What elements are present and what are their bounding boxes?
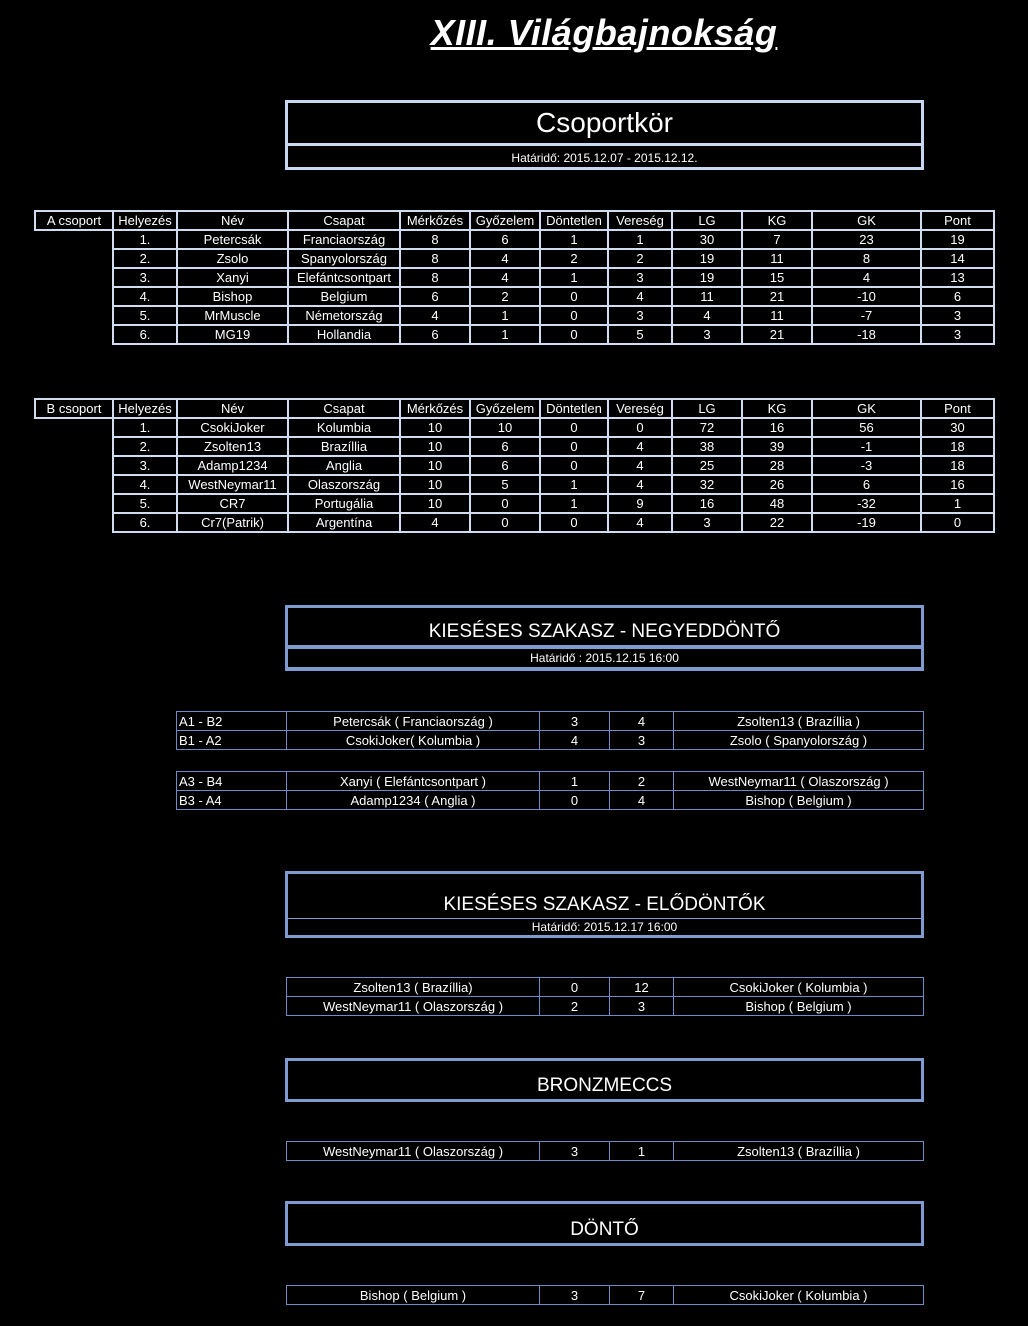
table-cell: 4 [400,306,470,325]
table-cell: Brazíllia [288,437,400,456]
table-cell: CsokiJoker [177,418,288,437]
table-cell: WestNeymar11 [177,475,288,494]
match-cell: 4 [540,731,610,750]
empty-cell [35,230,113,249]
table-cell: 0 [470,513,540,532]
table-cell: 5 [470,475,540,494]
column-header: KG [742,399,812,418]
table-cell: 4 [608,513,672,532]
table-cell: 25 [672,456,742,475]
page-title: XIII. Világbajnokság [430,12,778,53]
table-cell: 4 [470,249,540,268]
empty-cell [35,325,113,344]
table-cell: 48 [742,494,812,513]
table-cell: 13 [921,268,994,287]
column-header: LG [672,399,742,418]
empty-cell [35,268,113,287]
table-cell: 5. [113,494,177,513]
table-cell: 6 [400,287,470,306]
match-cell: 1 [540,772,610,791]
match-row [177,731,924,750]
table-cell: 1 [540,230,608,249]
table-cell: 4 [608,437,672,456]
empty-cell [35,513,113,532]
table-cell: 30 [921,418,994,437]
table-cell: 1. [113,418,177,437]
match-cell: 3 [540,1286,610,1305]
table-cell: 18 [921,456,994,475]
match-cell: Bishop ( Belgium ) [674,791,924,810]
table-cell: -18 [812,325,921,344]
table-cell: MG19 [177,325,288,344]
table-cell: Bishop [177,287,288,306]
match-cell: 3 [540,1142,610,1161]
match-cell: Xanyi ( Elefántcsontpart ) [287,772,540,791]
column-header: Vereség [608,399,672,418]
column-header: Név [177,211,288,230]
column-header: Mérkőzés [400,211,470,230]
table-cell: 4. [113,475,177,494]
semifinal-title: KIESÉSES SZAKASZ - ELŐDÖNTŐK [443,894,766,915]
match-cell: WestNeymar11 ( Olaszország ) [287,997,540,1016]
table-cell: -3 [812,456,921,475]
table-cell: 3 [672,513,742,532]
table-cell: 22 [742,513,812,532]
table-cell: CR7 [177,494,288,513]
table-cell: 6 [400,325,470,344]
table-row [35,456,994,475]
table-cell: 0 [540,513,608,532]
match-cell: Zsolo ( Spanyolország ) [674,731,924,750]
match-cell: A1 - B2 [177,712,287,731]
column-header: Csapat [288,211,400,230]
match-row [287,997,924,1016]
table-cell: 21 [742,325,812,344]
table-cell: 8 [400,230,470,249]
match-cell: 1 [610,1142,674,1161]
table-cell: 4 [470,268,540,287]
table-cell: 10 [470,418,540,437]
group-label: A csoport [35,211,113,230]
table-cell: -19 [812,513,921,532]
match-cell: CsokiJoker ( Kolumbia ) [674,1286,924,1305]
column-header: LG [672,211,742,230]
column-header: Döntetlen [540,399,608,418]
match-cell: 3 [610,731,674,750]
match-cell: B1 - A2 [177,731,287,750]
table-cell: 8 [400,268,470,287]
empty-cell [35,456,113,475]
table-cell: 28 [742,456,812,475]
table-cell: 1 [470,306,540,325]
empty-cell [35,418,113,437]
table-cell: 1. [113,230,177,249]
column-header: Pont [921,211,994,230]
table-row [35,268,994,287]
table-cell: 1 [608,230,672,249]
match-cell: CsokiJoker ( Kolumbia ) [674,978,924,997]
column-header: Helyezés [113,211,177,230]
empty-cell [35,287,113,306]
empty-cell [35,437,113,456]
table-cell: Franciaország [288,230,400,249]
table-cell: 10 [400,418,470,437]
table-cell: -10 [812,287,921,306]
table-cell: Portugália [288,494,400,513]
table-cell: 10 [400,475,470,494]
column-header: Pont [921,399,994,418]
table-cell: 26 [742,475,812,494]
group-stage-deadline: Határidő: 2015.12.07 - 2015.12.12. [511,151,698,165]
table-cell: 8 [812,249,921,268]
table-cell: 21 [742,287,812,306]
match-cell: Petercsák ( Franciaország ) [287,712,540,731]
table-cell: 0 [540,287,608,306]
table-cell: 3 [921,325,994,344]
table-cell: Xanyi [177,268,288,287]
table-cell: 2. [113,249,177,268]
match-cell: 7 [610,1286,674,1305]
match-cell: 0 [540,978,610,997]
table-cell: 0 [540,456,608,475]
table-cell: Spanyolország [288,249,400,268]
table-row [35,325,994,344]
table-header-row [35,211,994,230]
match-cell: 4 [610,712,674,731]
table-cell: 0 [921,513,994,532]
table-cell: 23 [812,230,921,249]
table-cell: 15 [742,268,812,287]
match-row [287,1142,924,1161]
table-cell: 1 [540,475,608,494]
table-cell: 19 [921,230,994,249]
final-header [285,1201,924,1246]
semifinal-header [285,871,924,938]
match-row [287,978,924,997]
column-header: Győzelem [470,399,540,418]
match-cell: WestNeymar11 ( Olaszország ) [287,1142,540,1161]
match-row [177,712,924,731]
group-b-table [34,398,995,533]
match-cell: 12 [610,978,674,997]
table-cell: Elefántcsontpart [288,268,400,287]
table-cell: Argentína [288,513,400,532]
quarterfinal-matches-1 [176,711,924,750]
table-cell: 7 [742,230,812,249]
table-cell: 3 [608,306,672,325]
group-label: B csoport [35,399,113,418]
group-stage-header [285,100,924,170]
table-cell: 6 [470,437,540,456]
quarterfinal-header [285,605,924,671]
table-cell: 10 [400,494,470,513]
table-row [35,287,994,306]
bronze-header [285,1058,924,1102]
match-cell: 4 [610,791,674,810]
empty-cell [35,306,113,325]
column-header: Győzelem [470,211,540,230]
column-header: Vereség [608,211,672,230]
table-row [35,513,994,532]
column-header: Helyezés [113,399,177,418]
table-cell: 10 [400,437,470,456]
table-cell: 6. [113,325,177,344]
table-cell: 4 [608,456,672,475]
empty-cell [35,494,113,513]
table-cell: 3 [672,325,742,344]
table-cell: 1 [540,268,608,287]
table-cell: 14 [921,249,994,268]
table-row [35,306,994,325]
table-cell: 16 [672,494,742,513]
bronze-title: BRONZMECCS [536,1075,673,1096]
group-stage-title: Csoportkör [288,103,921,146]
table-cell: 1 [540,494,608,513]
table-cell: 56 [812,418,921,437]
match-cell: 3 [540,712,610,731]
table-cell: 0 [540,437,608,456]
table-cell: 39 [742,437,812,456]
table-cell: 4. [113,287,177,306]
table-cell: 1 [921,494,994,513]
table-cell: Hollandia [288,325,400,344]
quarterfinal-deadline: Határidő : 2015.12.15 16:00 [286,648,923,668]
table-cell: Olaszország [288,475,400,494]
match-row [287,1286,924,1305]
match-cell: A3 - B4 [177,772,287,791]
match-cell: CsokiJoker( Kolumbia ) [287,731,540,750]
table-cell: 1 [470,325,540,344]
match-row [177,791,924,810]
table-cell: -1 [812,437,921,456]
table-cell: 4 [608,287,672,306]
table-row [35,418,994,437]
match-cell: 0 [540,791,610,810]
table-cell: 0 [540,325,608,344]
table-cell: 11 [742,306,812,325]
table-cell: 0 [470,494,540,513]
table-cell: 32 [672,475,742,494]
table-cell: Petercsák [177,230,288,249]
match-cell: Zsolten13 ( Brazíllia ) [674,1142,924,1161]
table-cell: Cr7(Patrik) [177,513,288,532]
table-cell: 16 [742,418,812,437]
table-cell: 3 [608,268,672,287]
column-header: KG [742,211,812,230]
table-cell: Zsolten13 [177,437,288,456]
semifinal-deadline: Határidő: 2015.12.17 16:00 [288,918,921,935]
table-cell: 6. [113,513,177,532]
table-cell: 38 [672,437,742,456]
match-cell: Bishop ( Belgium ) [674,997,924,1016]
table-cell: 4 [672,306,742,325]
empty-cell [35,249,113,268]
table-cell: 6 [812,475,921,494]
table-cell: Zsolo [177,249,288,268]
column-header: Mérkőzés [400,399,470,418]
table-cell: 19 [672,249,742,268]
table-cell: 72 [672,418,742,437]
column-header: GK [812,399,921,418]
match-row [177,772,924,791]
match-cell: B3 - A4 [177,791,287,810]
table-header-row [35,399,994,418]
table-cell: 5. [113,306,177,325]
table-cell: 9 [608,494,672,513]
table-cell: 11 [742,249,812,268]
table-cell: 18 [921,437,994,456]
column-header: Döntetlen [540,211,608,230]
table-row [35,494,994,513]
table-cell: MrMuscle [177,306,288,325]
match-cell: 3 [610,997,674,1016]
table-cell: 6 [470,230,540,249]
table-cell: 2 [608,249,672,268]
match-cell: Zsolten13 ( Brazíllia ) [674,712,924,731]
table-cell: 2 [470,287,540,306]
table-cell: 3 [921,306,994,325]
match-cell: 2 [540,997,610,1016]
table-cell: Anglia [288,456,400,475]
table-cell: 4 [812,268,921,287]
table-cell: 4 [400,513,470,532]
bronze-matches [286,1141,924,1161]
table-cell: 3. [113,456,177,475]
table-cell: Németország [288,306,400,325]
final-matches [286,1285,924,1305]
table-cell: 19 [672,268,742,287]
table-row [35,249,994,268]
table-cell: 6 [470,456,540,475]
table-cell: 5 [608,325,672,344]
final-title: DÖNTŐ [570,1219,639,1240]
group-a-table [34,210,995,345]
table-cell: 6 [921,287,994,306]
table-cell: -7 [812,306,921,325]
table-cell: Adamp1234 [177,456,288,475]
table-cell: 30 [672,230,742,249]
match-cell: WestNeymar11 ( Olaszország ) [674,772,924,791]
quarterfinal-matches-2 [176,771,924,810]
semifinal-matches [286,977,924,1016]
table-cell: -32 [812,494,921,513]
match-cell: 2 [610,772,674,791]
table-row [35,230,994,249]
table-cell: 2 [540,249,608,268]
match-cell: Zsolten13 ( Brazíllia) [287,978,540,997]
column-header: GK [812,211,921,230]
table-cell: 10 [400,456,470,475]
table-cell: 4 [608,475,672,494]
table-cell: 11 [672,287,742,306]
table-cell: 16 [921,475,994,494]
table-cell: 0 [540,306,608,325]
table-cell: Kolumbia [288,418,400,437]
table-cell: 8 [400,249,470,268]
match-cell: Adamp1234 ( Anglia ) [287,791,540,810]
table-cell: Belgium [288,287,400,306]
match-cell: Bishop ( Belgium ) [287,1286,540,1305]
table-cell: 2. [113,437,177,456]
table-row [35,475,994,494]
column-header: Csapat [288,399,400,418]
table-row [35,437,994,456]
table-cell: 3. [113,268,177,287]
empty-cell [35,475,113,494]
column-header: Név [177,399,288,418]
quarterfinal-title: KIESÉSES SZAKASZ - NEGYEDDÖNTŐ [288,608,921,648]
table-cell: 0 [608,418,672,437]
table-cell: 0 [540,418,608,437]
